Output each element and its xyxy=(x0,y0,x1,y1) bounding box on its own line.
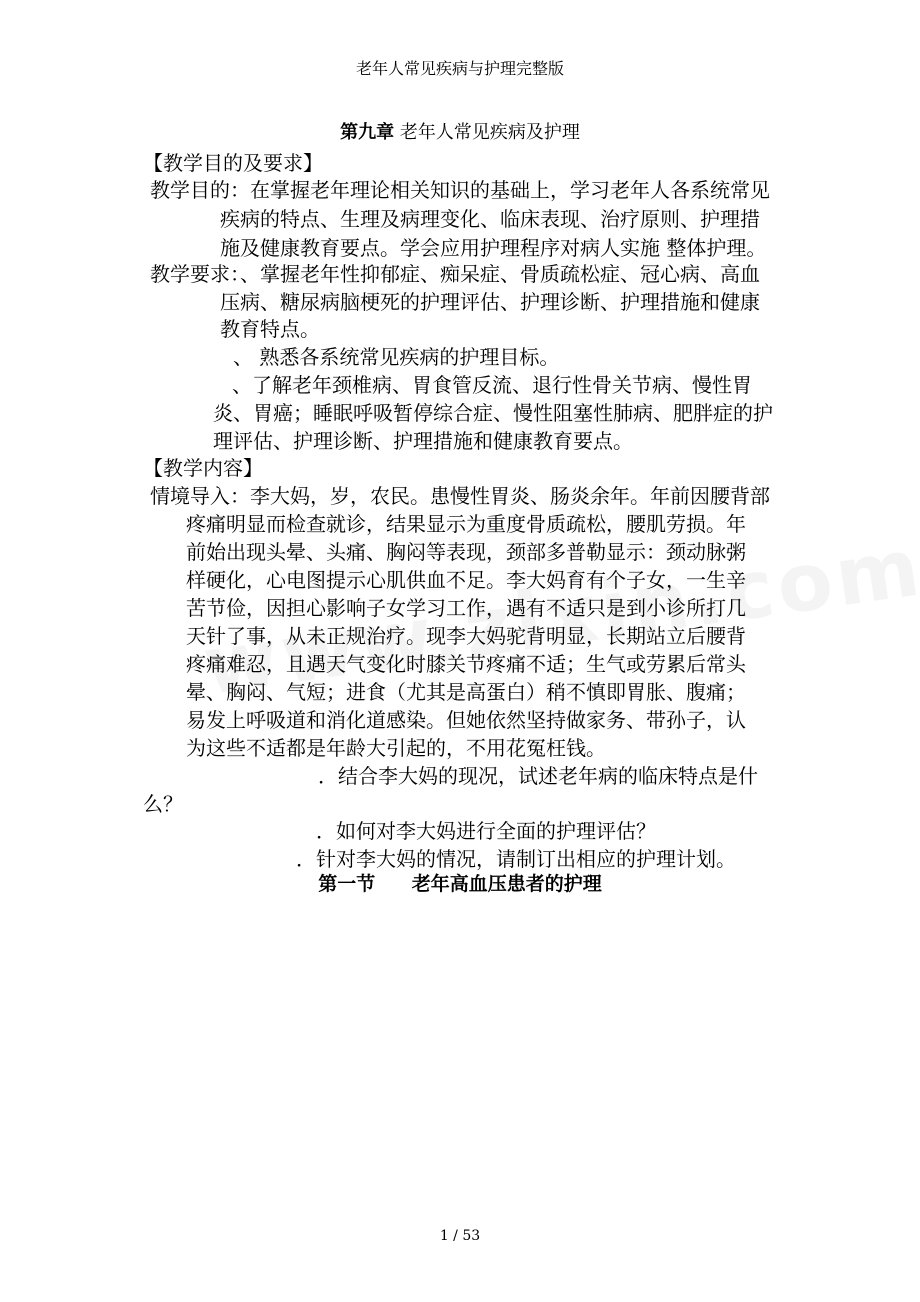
scenario-line: 疼痛明显而检查就诊，结果显示为重度骨质疏松，腰肌劳损。年 xyxy=(186,512,746,536)
chapter-title xyxy=(0,118,920,144)
requirement-line: 教学要求：、掌握老年性抑郁症、痴呆症、骨质疏松症、冠心病、高血 xyxy=(150,262,760,286)
question-line: ．结合李大妈的现况，试述老年病的临床特点是什 xyxy=(318,764,758,788)
question-line: 么？ xyxy=(143,792,183,816)
requirement-line: 压病、糖尿病脑梗死的护理评估、护理诊断、护理措施和健康 xyxy=(220,290,760,314)
scenario-line: 疼痛难忍，且遇天气变化时膝关节疼痛不适；生气或劳累后常头 xyxy=(186,652,746,676)
scenario-line: 晕、胸闷、气短；进食（尤其是高蛋白）稍不慎即胃胀、腹痛； xyxy=(186,680,746,704)
section-title: 第一节 老年高血压患者的护理 xyxy=(318,873,602,895)
page-header: 老年人常见疾病与护理完整版 xyxy=(355,59,564,78)
requirement-line: 、 熟悉各系统常见疾病的护理目标。 xyxy=(233,345,560,369)
scenario-line: 苦节俭，因担心影响子女学习工作，遇有不适只是到小诊所打几 xyxy=(186,596,746,620)
scenario-line: 易发上呼吸道和消化道感染。但她依然坚持做家务、带孙子，认 xyxy=(186,708,746,732)
question-line: ．针对李大妈的情况，请制订出相应的护理计划。 xyxy=(296,847,736,871)
scenario-line: 为这些不适都是年龄大引起的，不用花冤枉钱。 xyxy=(186,736,606,760)
scenario-line: 样硬化，心电图提示心肌供血不足。李大妈育有个子女，一生辛 xyxy=(186,568,746,592)
scenario-line: 情境导入：李大妈，岁，农民。患慢性胃炎、肠炎余年。年前因腰背部 xyxy=(150,484,770,508)
purpose-line: 施及健康教育要点。学会应用护理程序对病人实施 整体护理。 xyxy=(220,236,767,260)
content-heading: 【教学内容】 xyxy=(143,456,263,480)
scenario-line: 天针了事，从未正规治疗。现李大妈驼背明显，长期站立后腰背 xyxy=(186,624,746,648)
page-number: 1 / 53 xyxy=(439,1228,481,1244)
purpose-line: 教学目的：在掌握老年理论相关知识的基础上，学习老年人各系统常见 xyxy=(150,178,770,202)
objectives-heading: 【教学目的及要求】 xyxy=(143,151,323,175)
requirement-line: 理评估、护理诊断、护理措施和健康教育要点。 xyxy=(213,429,633,453)
question-line: ．如何对李大妈进行全面的护理评估？ xyxy=(316,819,656,843)
requirement-line: 教育特点。 xyxy=(220,317,320,341)
requirement-line: 炎、胃癌；睡眠呼吸暂停综合症、慢性阻塞性肺病、肥胖症的护 xyxy=(213,401,773,425)
scenario-line: 前始出现头晕、头痛、胸闷等表现，颈部多普勒显示：颈动脉粥 xyxy=(186,540,746,564)
requirement-line: 、了解老年颈椎病、胃食管反流、退行性骨关节病、慢性胃 xyxy=(232,373,752,397)
chapter-name: 老年人常见疾病及护理 xyxy=(394,122,580,143)
purpose-line: 疾病的特点、生理及病理变化、临床表现、治疗原则、护理措 xyxy=(220,207,760,231)
chapter-label: 第九章 xyxy=(340,122,395,143)
